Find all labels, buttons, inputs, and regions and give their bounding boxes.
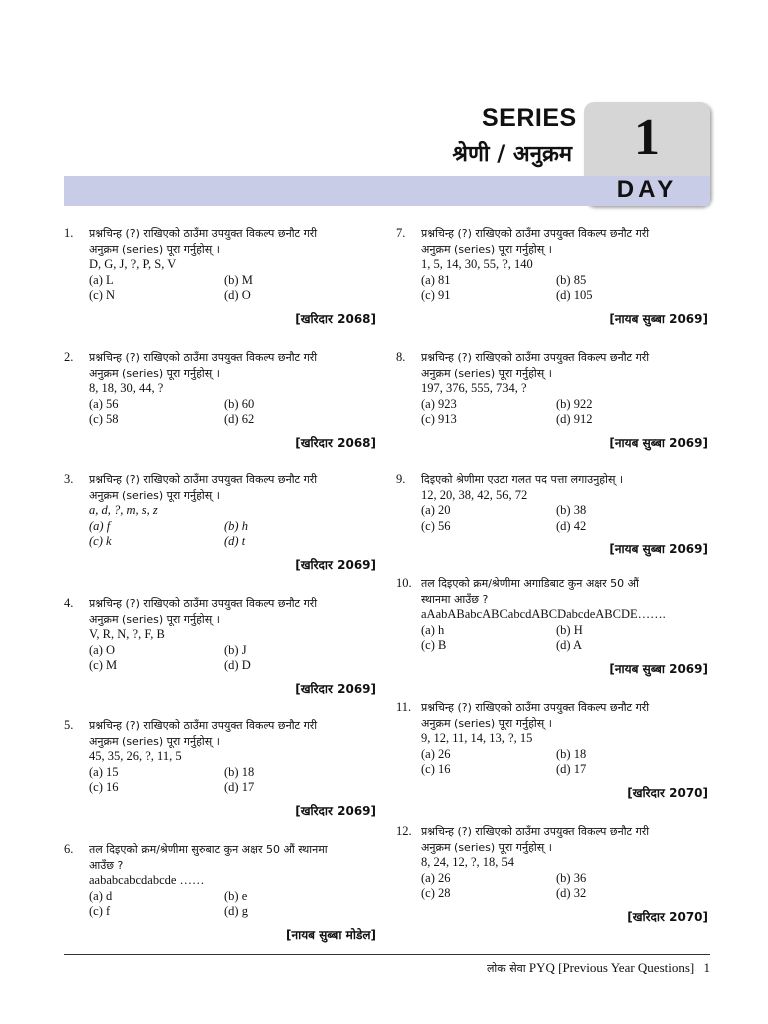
option-a[interactable]: (a) 26 [421,870,451,885]
option-c[interactable]: (c) 58 [89,412,119,426]
question-10 [396,576,708,680]
question-12 [396,824,708,928]
question-text: प्रश्नचिन्ह (?) राखिएको ठाउँमा उपयुक्त विकल्प छनौट गरी [89,227,318,240]
option-b[interactable]: (b) M [224,272,253,287]
option-b[interactable]: (b) H [556,622,583,637]
options-row [89,904,376,920]
question-body [421,824,708,902]
question-text: प्रश्नचिन्ह (?) राखिएको ठाउँमा उपयुक्त विकल्प छनौट गरी [89,351,318,364]
options-row [89,397,376,413]
option-d[interactable]: (d) 42 [556,518,587,533]
option-b[interactable]: (b) 38 [556,503,587,517]
option-d[interactable]: (d) 105 [556,288,593,302]
options-row [89,412,376,428]
option-b[interactable]: (b) 18 [556,746,587,761]
question-body [89,350,376,428]
options-row [421,519,708,535]
option-c[interactable]: (c) f [89,904,111,918]
options-row [89,765,376,781]
question-9 [396,472,708,560]
question-text: प्रश्नचिन्ह (?) राखिएको ठाउँमा उपयुक्त विकल्प छनौट गरी [89,719,318,732]
question-body [89,718,376,796]
options-row [89,288,376,304]
question-number: 12. [396,824,412,838]
question-text: प्रश्नचिन्ह (?) राखिएको ठाउँमा उपयुक्त विकल्प छनौट गरी [421,825,650,838]
question-body [421,226,708,304]
question-text: आउँछ ? [89,858,124,872]
options-row [89,519,376,535]
options-row [421,273,708,289]
question-sequence: V, R, N, ?, F, B [89,627,165,641]
question-6 [64,842,376,946]
source-tag: [खरिदार 2068] [295,312,376,326]
day-label: DAY [616,176,678,203]
question-text: अनुक्रम (series) पूरा गर्नुहोस् । [421,242,552,256]
question-text: तल दिइएको क्रम/श्रेणीमा अगाडिबाट कुन अक्षर 50 औं [421,577,639,590]
question-5 [64,718,376,822]
question-text: तल दिइएको क्रम/श्रेणीमा सुरुबाट कुन अक्षर 50 औं स्थानमा [89,843,328,856]
options-row [89,534,376,550]
option-c[interactable]: (c) 28 [421,886,451,900]
question-text: प्रश्नचिन्ह (?) राखिएको ठाउँमा उपयुक्त विकल्प छनौट गरी [89,473,318,486]
question-body [421,700,708,778]
source-tag: [नायब सुब्बा 2069] [609,662,708,676]
question-number: 4. [64,596,74,610]
source-tag: [खरिदार 2068] [295,436,376,450]
question-text: अनुक्रम (series) पूरा गर्नुहोस् । [89,366,220,380]
question-sequence: 9, 12, 11, 14, 13, ?, 15 [421,731,533,745]
options-row [89,780,376,796]
question-sequence: 197, 376, 555, 734, ? [421,381,527,395]
option-b[interactable]: (b) e [224,888,248,903]
options-row [421,638,708,654]
source-tag: [खरिदार 2070] [627,786,708,800]
option-d[interactable]: (d) 17 [224,780,255,794]
question-sequence: D, G, J, ?, P, S, V [89,257,177,271]
option-c[interactable]: (c) k [89,534,112,548]
question-number: 8. [396,350,406,364]
question-sequence: 12, 20, 38, 42, 56, 72 [421,487,528,502]
options-row [421,288,708,304]
option-c[interactable]: (c) 56 [421,518,451,533]
question-number: 6. [64,842,74,856]
question-text: अनुक्रम (series) पूरा गर्नुहोस् । [421,716,552,730]
question-2 [64,350,376,454]
question-body [421,350,708,428]
option-c[interactable]: (c) 16 [421,762,451,776]
question-number: 9. [396,472,406,486]
question-number: 10. [396,576,412,590]
footer-rule [64,954,710,955]
option-a[interactable]: (a) 56 [89,396,119,411]
question-body [89,842,376,920]
question-text: अनुक्रम (series) पूरा गर्नुहोस् । [89,734,220,748]
page-title-en: SERIES [482,104,577,132]
question-sequence: aAabABabcABCabcdABCDabcdeABCDE……. [421,607,666,621]
question-8 [396,350,708,454]
option-b[interactable]: (b) 60 [224,396,255,411]
options-row [421,623,708,639]
option-d[interactable]: (d) 17 [556,762,587,776]
page-number: 1 [703,960,710,975]
options-row [421,503,708,519]
option-c[interactable]: (c) 16 [89,780,119,794]
option-d[interactable]: (d) t [224,534,246,548]
options-row [89,643,376,659]
question-text: अनुक्रम (series) पूरा गर्नुहोस् । [89,488,220,502]
question-text: स्थानमा आउँछ ? [421,592,489,606]
footer [380,960,710,976]
question-body [89,472,376,550]
option-c[interactable]: (c) M [89,658,118,672]
question-body [421,472,708,534]
question-1 [64,226,376,330]
question-number: 7. [396,226,406,240]
question-number: 5. [64,718,74,732]
source-tag: [नायब सुब्बा मोडेल] [285,928,376,942]
option-a[interactable]: (a) 20 [421,503,451,517]
question-text: अनुक्रम (series) पूरा गर्नुहोस् । [421,840,552,854]
question-sequence: 1, 5, 14, 30, 55, ?, 140 [421,257,533,271]
question-text: दिइएको श्रेणीमा एउटा गलत पद पत्ता लगाउनुहोस् । [421,473,624,486]
footer-text-np: लोक सेवा [486,962,526,975]
option-d[interactable]: (d) O [224,288,251,302]
option-d[interactable]: (d) g [224,904,248,918]
question-body [89,596,376,674]
question-number: 3. [64,472,74,486]
options-row [89,658,376,674]
option-d[interactable]: (d) 32 [556,886,587,900]
source-tag: [नायब सुब्बा 2069] [609,436,708,450]
option-d[interactable]: (d) 912 [556,412,593,426]
page-title-np: श्रेणी / अनुक्रम [452,142,572,167]
option-b[interactable]: (b) 85 [556,272,587,287]
source-tag: [खरिदार 2070] [627,910,708,924]
options-row [421,397,708,413]
question-text: अनुक्रम (series) पूरा गर्नुहोस् । [421,366,552,380]
option-b[interactable]: (b) 18 [224,764,255,779]
option-a[interactable]: (a) 923 [421,396,457,411]
option-a[interactable]: (a) 26 [421,746,451,761]
option-b[interactable]: (b) h [224,518,248,533]
options-row [89,889,376,905]
option-c[interactable]: (c) 913 [421,412,457,426]
option-d[interactable]: (d) 62 [224,412,255,426]
options-row [421,871,708,887]
question-text: अनुक्रम (series) पूरा गर्नुहोस् । [89,612,220,626]
question-sequence: aababcabcdabcde …… [89,873,205,887]
options-row [421,747,708,763]
options-row [89,273,376,289]
option-b[interactable]: (b) 36 [556,870,587,885]
day-number: 1 [634,109,660,166]
question-4 [64,596,376,700]
question-body [89,226,376,304]
option-b[interactable]: (b) J [224,642,247,657]
option-c[interactable]: (c) N [89,288,116,302]
question-7 [396,226,708,330]
options-row [421,886,708,902]
source-tag: [नायब सुब्बा 2069] [609,542,708,556]
question-body [421,576,708,654]
option-a[interactable]: (a) 15 [89,764,119,779]
option-d[interactable]: (d) D [224,658,251,672]
source-tag: [खरिदार 2069] [295,682,376,696]
question-sequence: 45, 35, 26, ?, 11, 5 [89,749,182,763]
options-row [421,762,708,778]
question-number: 1. [64,226,74,240]
source-tag: [खरिदार 2069] [295,558,376,572]
options-row [421,412,708,428]
option-b[interactable]: (b) 922 [556,396,593,411]
question-sequence: 8, 24, 12, ?, 18, 54 [421,855,515,869]
question-text: प्रश्नचिन्ह (?) राखिएको ठाउँमा उपयुक्त विकल्प छनौट गरी [89,597,318,610]
question-number: 2. [64,350,74,364]
option-c[interactable]: (c) 91 [421,288,451,302]
question-3 [64,472,376,576]
option-a[interactable]: (a) O [89,642,116,657]
question-sequence: 8, 18, 30, 44, ? [89,381,164,395]
question-text: अनुक्रम (series) पूरा गर्नुहोस् । [89,242,220,256]
question-text: प्रश्नचिन्ह (?) राखिएको ठाउँमा उपयुक्त विकल्प छनौट गरी [421,701,650,714]
question-number: 11. [396,700,412,714]
question-text: प्रश्नचिन्ह (?) राखिएको ठाउँमा उपयुक्त विकल्प छनौट गरी [421,351,650,364]
source-tag: [खरिदार 2069] [295,804,376,818]
option-a[interactable]: (a) d [89,888,113,903]
footer-text-en: PYQ [Previous Year Questions] [528,960,695,975]
question-11 [396,700,708,804]
option-a[interactable]: (a) L [89,272,114,287]
option-a[interactable]: (a) h [421,622,445,637]
option-d[interactable]: (d) A [556,638,583,652]
option-a[interactable]: (a) 81 [421,272,451,287]
option-a[interactable]: (a) f [89,518,111,533]
source-tag: [नायब सुब्बा 2069] [609,312,708,326]
option-c[interactable]: (c) B [421,638,447,652]
question-sequence: a, d, ?, m, s, z [89,503,158,517]
question-text: प्रश्नचिन्ह (?) राखिएको ठाउँमा उपयुक्त विकल्प छनौट गरी [421,227,650,240]
